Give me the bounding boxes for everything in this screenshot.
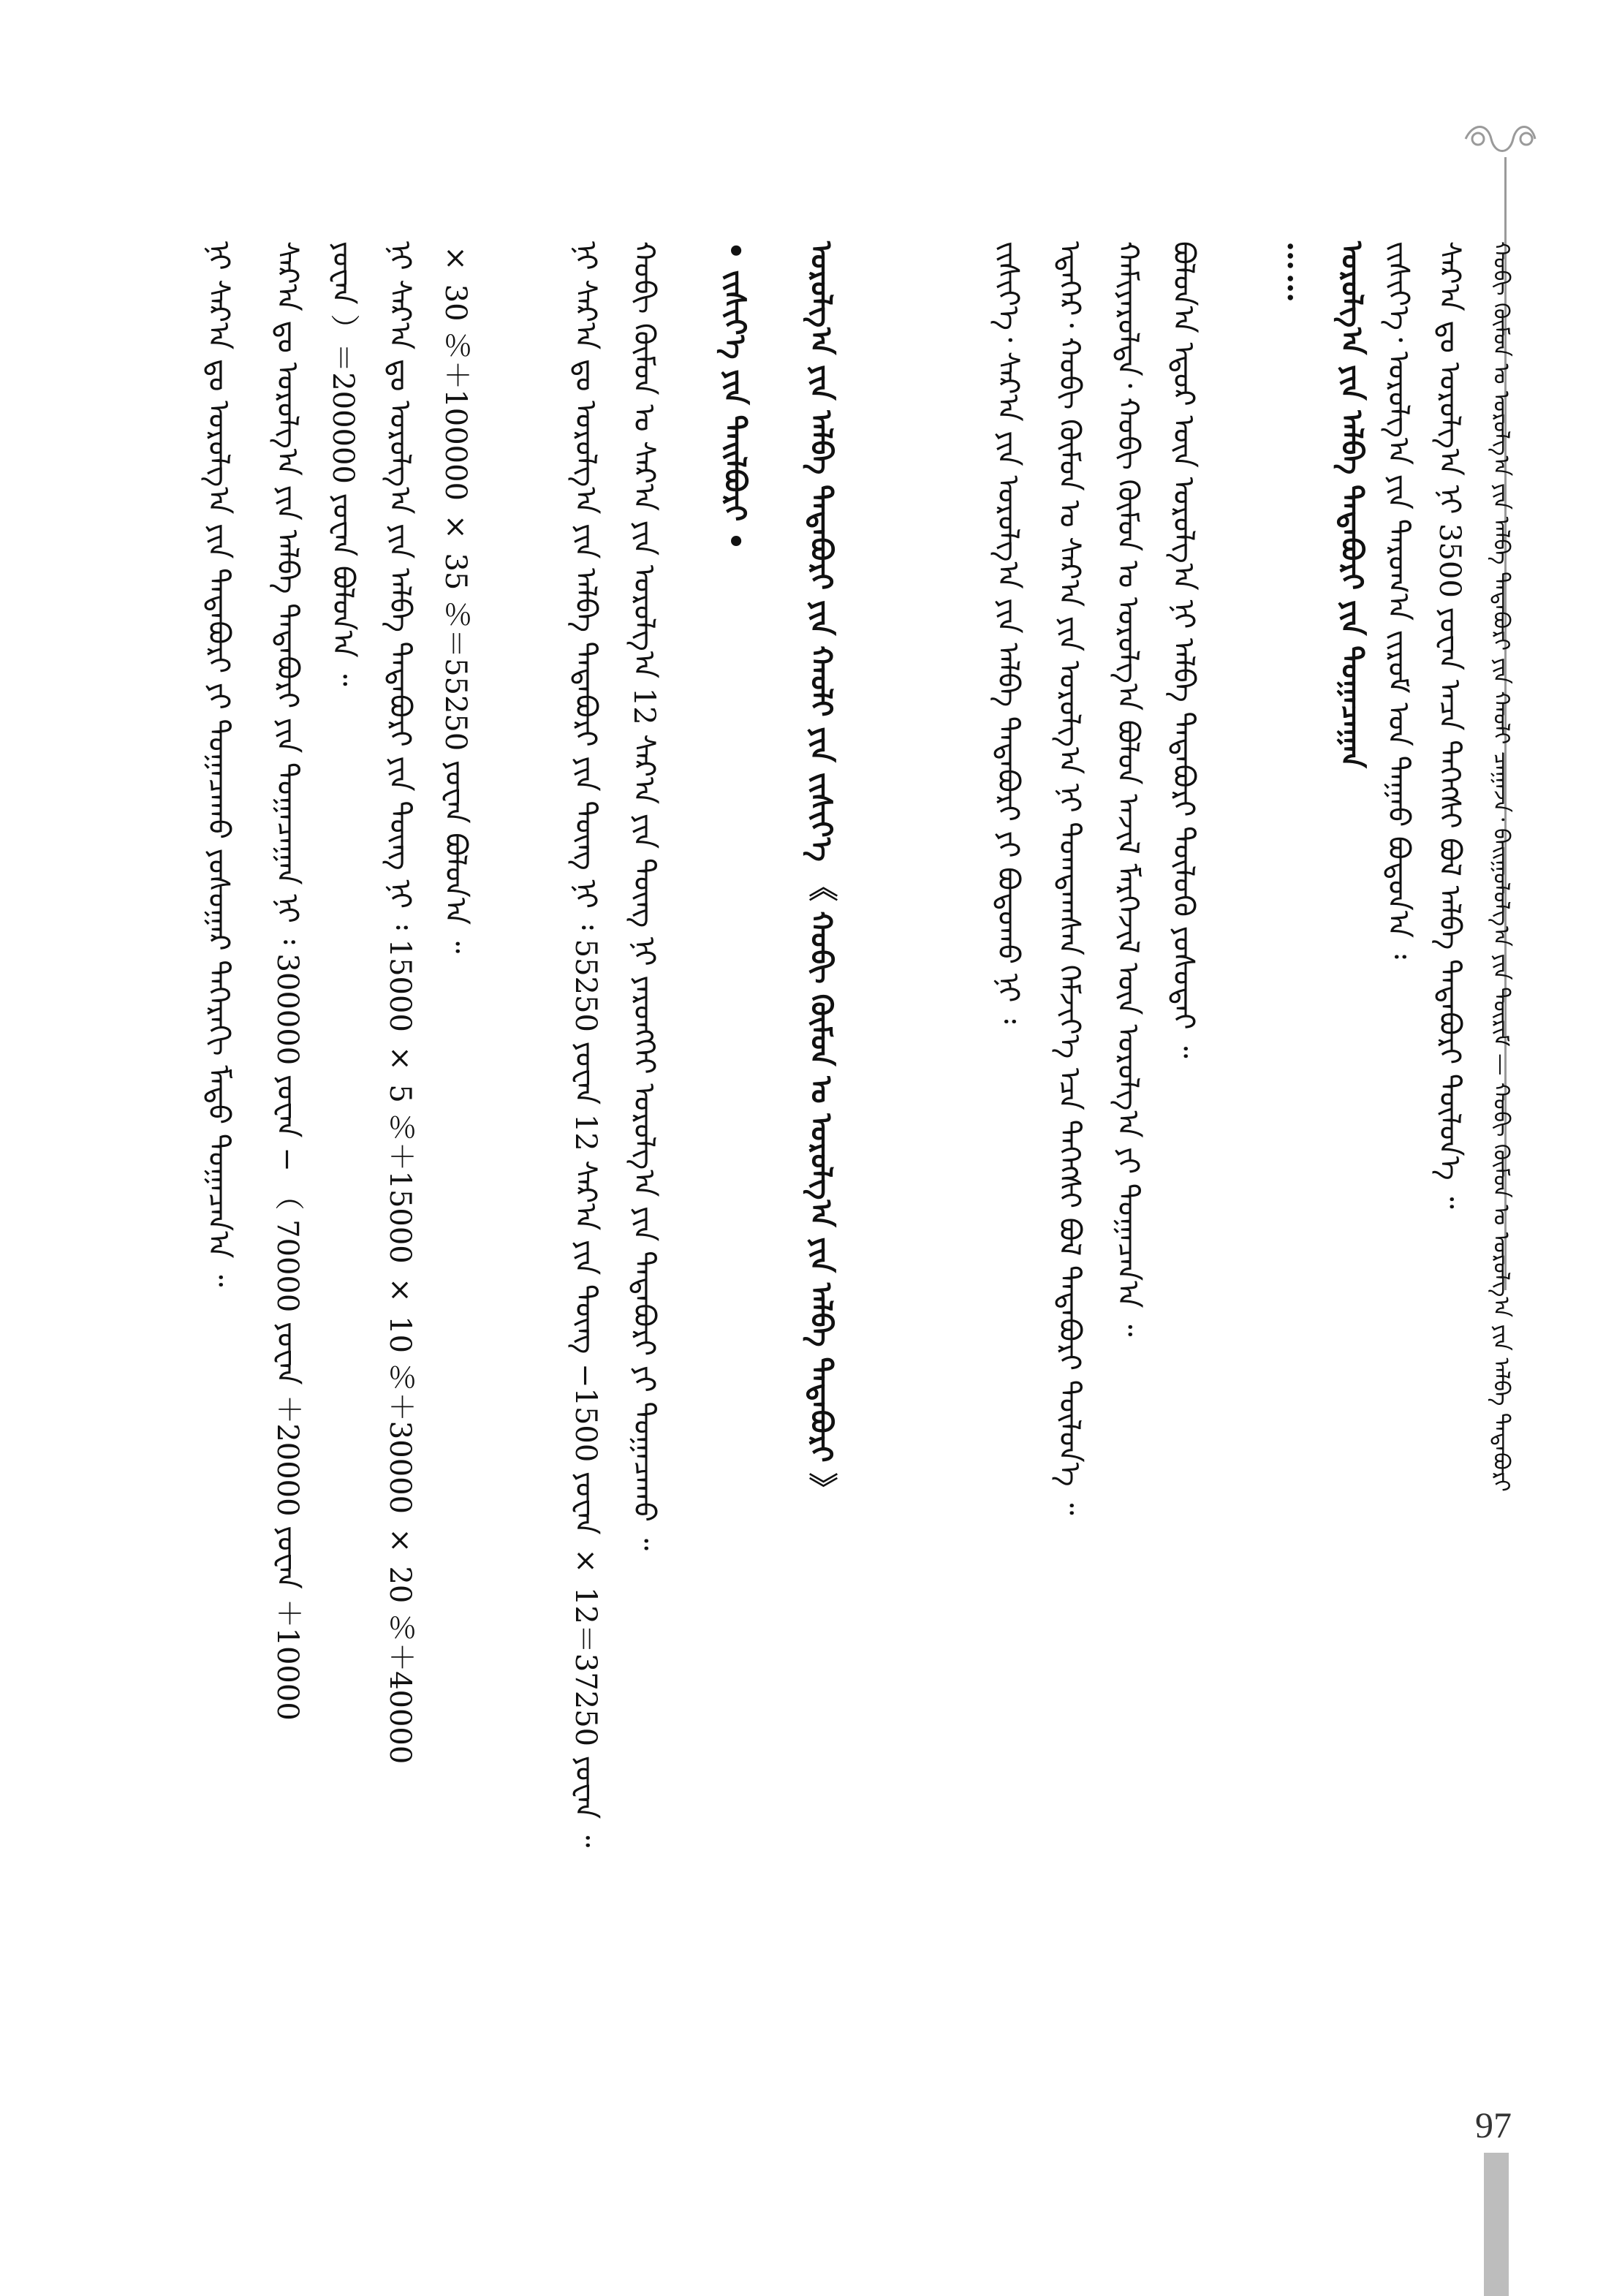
formula-line-3: ᠶᠤᠸᠠᠨ ）＝200000 ᠶᠤᠸᠠᠨ ᠪᠣᠯᠤᠨ᠎ᠠ ᠃ xyxy=(326,241,360,686)
decorative-flourish-icon xyxy=(1462,117,1542,161)
text-column-2: ᠵᠢᠱᠢᠶ᠎ᠡ᠂ ᠣᠷᠤᠯᠭ᠎ᠠ ᠶᠢᠨ ᠳᠠᠷᠤᠭ᠎ᠠ ᠵᠢᠷᠤᠮ ᠤᠨ ᠳᠠᠭᠠᠤ ᠪᠣᠳᠣᠨ᠎ᠠ ᠄ xyxy=(1382,241,1415,959)
formula-line-4: ᠰᠠᠷ᠎ᠠ ᠳᠤ ᠣᠷᠤᠯᠭ᠎ᠠ ᠶᠢᠨ ᠠᠯᠪᠠ ᠲᠠᠲᠠᠪᠤᠷᠢ ᠶᠢᠨ ᠲᠣᠭᠠᠴᠠᠭᠠᠨ ᠨᠢ ᠄ 300000 ᠶᠤᠸᠠᠨ − （ 70000 ᠶᠤᠸᠠᠨ ＋20000 ᠶᠤᠸᠠᠨ ＋10000 xyxy=(270,241,304,1721)
formula-line-2: ᠨᠢ ᠰᠠᠷ᠎ᠠ ᠳᠤ ᠣᠷᠤᠯᠭ᠎ᠠ ᠶᠢᠨ ᠠᠯᠪᠠ ᠲᠠᠲᠠᠪᠤᠷᠢ ᠶᠢᠨ ᠳᠦᠩ ᠨᠢ ᠄ 15000 × 5 ％＋15000 × 10 ％＋30000 × 20 ％＋40000 xyxy=(383,241,417,1765)
formula-line-1: × 30 ％＋100000 × 35 ％＝55250 ᠶᠤᠸᠠᠨ ᠪᠣᠯᠤᠨ᠎ᠠ ᠃ xyxy=(439,241,472,954)
text-column-9: ᠬᠤᠪᠢ ᠬᠦᠮᠦᠨ ᠤ ᠰᠠᠷ᠎ᠠ ᠶᠢᠨ ᠣᠷᠤᠯᠭ᠎ᠠ 12 ᠰᠠᠷ᠎ᠠ ᠶᠢᠨ ᠳᠦᠩ ᠨᠢ ᠶᠡᠷᠦᠩᠬᠡᠢ ᠣᠷᠤᠯᠭ᠎ᠠ ᠶᠢᠨ ᠲᠠᠲᠠᠪᠤᠷᠢ ᠶᠢ ᠲᠣᠭᠠᠴᠠᠬᠤ ᠃ xyxy=(627,241,661,1551)
text-column-6: ᠡᠳᠡᠭᠡᠷ᠂ ᠬᠤᠪᠢ ᠬᠦᠮᠦᠨ ᠤ ᠰᠠᠷ᠎ᠠ ᠶᠢᠨ ᠣᠷᠤᠯᠭ᠎ᠠ ᠨᠢ ᠲᠣᠭᠲᠠᠭᠰᠠᠨ ᠬᠡᠮᠵᠢᠶ᠎ᠡ ᠡᠴᠡ ᠳᠡᠭᠡᠭᠰᠢ ᠪᠣᠯ ᠲᠠᠲᠠᠪᠤᠷᠢ ᠲᠥᠯᠥᠨ᠎ᠡ ᠃ xyxy=(1053,241,1086,1515)
text-column-10: ᠨᠢ ᠰᠠᠷ᠎ᠠ ᠳᠤ ᠣᠷᠤᠯᠭ᠎ᠠ ᠶᠢᠨ ᠠᠯᠪᠠ ᠲᠠᠲᠠᠪᠤᠷᠢ ᠶᠢᠨ ᠳᠦᠩ ᠨᠢ ᠄ 55250 ᠶᠤᠸᠠᠨ 12 ᠰᠠᠷ᠎ᠠ ᠶᠢᠨ ᠳᠦᠩ −1500 ᠶᠤᠸᠠᠨ × 12＝37250 ᠶᠤᠸᠠᠨ ᠃ xyxy=(569,241,602,1848)
page-number: 97 xyxy=(1475,2104,1512,2145)
text-column-8: ᠣᠷᠤᠯᠭ᠎ᠠ ᠶᠢᠨ ᠠᠯᠪᠠ ᠲᠠᠲᠠᠪᠤᠷᠢ ᠶᠢᠨ ᠬᠠᠤᠯᠢ ᠶᠢᠨ ᠵᠢᠱᠢᠶ᠎ᠡ 《 ᠬᠤᠪᠢ ᠬᠦᠮᠦᠨ ᠤ ᠣᠷᠤᠯᠭ᠎ᠠ ᠶᠢᠨ ᠠᠯᠪᠠ ᠲᠠᠲᠠᠪᠤᠷᠢ 》 xyxy=(804,241,838,1502)
text-column-3: ᠣᠷᠤᠯᠭ᠎ᠠ ᠶᠢᠨ ᠠᠯᠪᠠ ᠲᠠᠲᠠᠪᠤᠷᠢ ᠶᠢᠨ ᠲᠣᠭᠠᠴᠠᠭᠠᠨ xyxy=(1335,241,1369,768)
ellipsis-line: …… xyxy=(1281,241,1315,306)
text-column-5: ᠬᠠᠮᠢᠶᠠᠷᠤᠯᠲᠠ᠂ ᠬᠤᠪᠢ ᠬᠦᠮᠦᠨ ᠤ ᠣᠷᠤᠯᠭ᠎ᠠ ᠪᠤᠯᠤᠨ ᠠᠵᠢᠯ ᠮᠡᠷᠭᠡᠵᠢᠯ ᠦᠨ ᠣᠷᠤᠯᠭ᠎ᠠ ᠶᠢ ᠲᠣᠭᠠᠴᠠᠨ᠎ᠠ ᠃ xyxy=(1111,241,1145,1337)
text-column-7: ᠵᠢᠱᠢᠶ᠎ᠡ᠂ ᠰᠠᠷ᠎ᠠ ᠶᠢᠨ ᠣᠷᠤᠯᠭ᠎ᠠ ᠶᠢᠨ ᠠᠯᠪᠠ ᠲᠠᠲᠠᠪᠤᠷᠢ ᠶᠢ ᠪᠣᠳᠣᠬᠤ ᠨᠢ ᠄ xyxy=(991,241,1025,1024)
running-head: ᠬᠤᠪᠢ ᠬᠦᠮᠦᠨ ᠤ ᠣᠷᠤᠯᠭ᠎ᠠ ᠶᠢᠨ ᠠᠯᠪᠠ ᠲᠠᠲᠠᠪᠤᠷᠢ ᠶᠢᠨ ᠬᠠᠤᠯᠢ ᠴᠠᠭᠠᠵᠠ᠂ ᠪᠠᠢᠭᠤᠯᠤᠯᠭ᠎ᠠ ᠶᠢᠨ ᠳᠦᠷᠢᠮ — ᠬᠤᠪᠢ ᠬᠦᠮᠦᠨ ᠤ ᠣᠷᠤᠯᠭ᠎ᠠ ᠶᠢᠨ ᠠᠯᠪᠠ ᠲᠠᠲᠠᠪᠤᠷᠢ xyxy=(1488,241,1514,1492)
text-column-11: ᠨᠢ ᠰᠠᠷ᠎ᠠ ᠳᠤ ᠣᠷᠤᠯᠭ᠎ᠠ ᠶᠢᠨ ᠲᠠᠲᠠᠪᠤᠷᠢ ᠶᠢ ᠲᠣᠭᠠᠴᠠᠬᠤ ᠶᠣᠰᠤᠭᠠᠷ ᠳᠡᠭᠡᠷᠡᠬᠢ ᠮᠡᠲᠦ ᠲᠣᠭᠠᠴᠠᠨ᠎ᠠ ᠃ xyxy=(202,241,235,1287)
text-column-4: ᠪᠣᠯᠤᠨ᠎ᠠ ᠡᠳᠦᠷ ᠦᠨ ᠣᠷᠤᠯᠭ᠎ᠠ ᠨᠢ ᠠᠯᠪᠠ ᠲᠠᠲᠠᠪᠤᠷᠢ ᠲᠥᠯᠥᠬᠦ ᠶᠣᠰᠤᠲᠠᠢ ᠃ xyxy=(1167,241,1200,1058)
page-edge-tab xyxy=(1484,2153,1509,2296)
section-heading: • ᠵᠢᠱᠢᠶ᠎ᠡ ᠶᠢᠨ ᠲᠠᠢᠯᠪᠤᠷᠢ • xyxy=(718,241,752,550)
text-column-1: ᠰᠠᠷ᠎ᠠ ᠳᠤ ᠣᠷᠤᠯᠭ᠎ᠠ ᠨᠢ 3500 ᠶᠤᠸᠠᠨ ᠠᠴᠠ ᠳᠡᠭᠡᠭᠰᠢ ᠪᠣᠯ ᠠᠯᠪᠠ ᠲᠠᠲᠠᠪᠤᠷᠢ ᠲᠥᠯᠥᠨ᠎ᠡ ᠃ xyxy=(1433,241,1466,1209)
